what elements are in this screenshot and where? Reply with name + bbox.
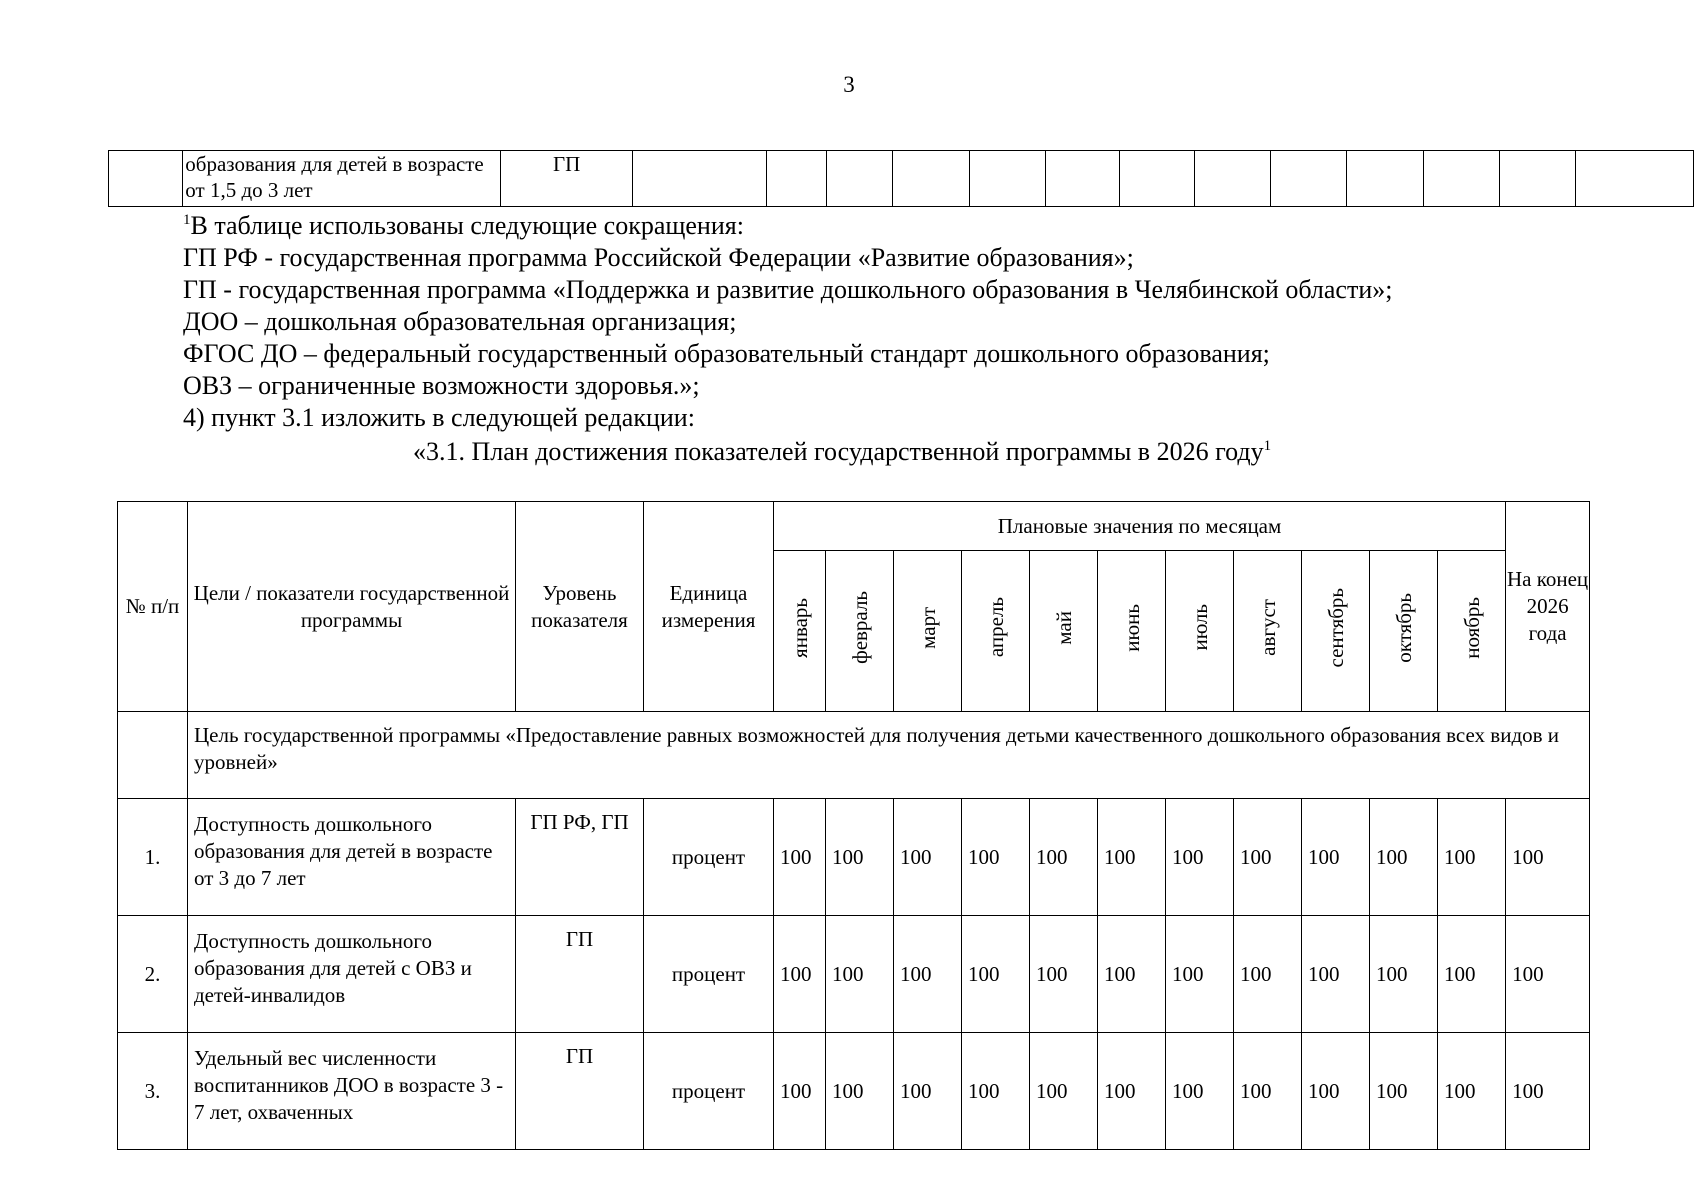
footnote-line: ОВЗ – ограниченные возможности здоровья.»; [183, 371, 700, 400]
row-number: 1. [118, 799, 188, 916]
amendment-line: 4) пункт 3.1 изложить в следующей редакции: [183, 403, 695, 432]
table-row [118, 799, 1590, 916]
cell-empty [827, 151, 893, 207]
row-number: 2. [118, 916, 188, 1033]
month-value: 100 [826, 1033, 894, 1150]
month-value: 100 [826, 916, 894, 1033]
header-month: октябрь [1370, 551, 1438, 712]
cell-empty [1347, 151, 1423, 207]
table-row [109, 151, 1694, 207]
month-value: 100 [1098, 799, 1166, 916]
cell-empty [893, 151, 969, 207]
cell-empty [1194, 151, 1270, 207]
month-value: 100 [962, 1033, 1030, 1150]
header-end: На конец 2026 года [1506, 502, 1590, 712]
footnote-block [183, 210, 1392, 434]
month-value: 100 [826, 799, 894, 916]
indicator-level: ГП [516, 916, 644, 1033]
footnote-line: ФГОС ДО – федеральный государственный образовательный стандарт дошкольного образования; [183, 339, 1270, 368]
indicator-cell: образования для детей в возрасте от 1,5 до 3 лет [183, 151, 501, 207]
month-value: 100 [1234, 1033, 1302, 1150]
indicator-unit: процент [644, 799, 774, 916]
month-value: 100 [894, 799, 962, 916]
month-value: 100 [962, 916, 1030, 1033]
month-value: 100 [1302, 799, 1370, 916]
month-value: 100 [1370, 1033, 1438, 1150]
header-month: январь [774, 551, 826, 712]
cell-empty [1045, 151, 1119, 207]
header-month: апрель [962, 551, 1030, 712]
header-month: сентябрь [1302, 551, 1370, 712]
header-month: июнь [1098, 551, 1166, 712]
cell-empty [1120, 151, 1194, 207]
header-month: июль [1166, 551, 1234, 712]
header-month: август [1234, 551, 1302, 712]
page-number: 3 [843, 72, 855, 97]
footnote-marker: 1 [183, 212, 191, 228]
cell-empty [633, 151, 767, 207]
month-value: 100 [1438, 916, 1506, 1033]
month-value: 100 [1438, 1033, 1506, 1150]
month-value: 100 [894, 1033, 962, 1150]
month-value: 100 [1302, 916, 1370, 1033]
goal-text: Цель государственной программы «Предоставление равных возможностей для получения детьми качественного дошкольного образования всех видов и уровней» [188, 712, 1590, 799]
cell-empty [767, 151, 827, 207]
indicator-level: ГП РФ, ГП [516, 799, 644, 916]
indicator-unit: процент [644, 1033, 774, 1150]
month-value: 100 [962, 799, 1030, 916]
year-end-value: 100 [1506, 799, 1590, 916]
header-num: № п/п [118, 502, 188, 712]
month-value: 100 [774, 1033, 826, 1150]
month-value: 100 [894, 916, 962, 1033]
month-value: 100 [1098, 1033, 1166, 1150]
cell-empty [1270, 151, 1346, 207]
month-value: 100 [1166, 916, 1234, 1033]
cell-empty [1499, 151, 1575, 207]
footnote-line: ГП - государственная программа «Поддержка и развитие дошкольного образования в Челябинской области»; [183, 275, 1393, 304]
indicator-name: Удельный вес численности воспитанников ДОО в возрасте 3 - 7 лет, охваченных [188, 1033, 516, 1150]
continued-table-row [108, 150, 1694, 207]
footnote-line: ГП РФ - государственная программа Российской Федерации «Развитие образования»; [183, 243, 1134, 272]
month-value: 100 [774, 799, 826, 916]
header-row [118, 502, 1590, 551]
header-month: март [894, 551, 962, 712]
month-value: 100 [1030, 799, 1098, 916]
section-title: «3.1. План достижения показателей государственной программы в 2026 году$^1$ [413, 437, 1272, 466]
footnote-intro: $^1$В таблице использованы следующие сокращения: [183, 211, 744, 240]
indicator-unit: процент [644, 916, 774, 1033]
month-value: 100 [1370, 799, 1438, 916]
header-level: Уровень показателя [516, 502, 644, 712]
month-value: 100 [1030, 1033, 1098, 1150]
month-value: 100 [1030, 916, 1098, 1033]
month-value: 100 [1166, 799, 1234, 916]
header-month: ноябрь [1438, 551, 1506, 712]
month-value: 100 [1234, 916, 1302, 1033]
cell-empty [109, 151, 183, 207]
table-row [118, 1033, 1590, 1150]
month-value: 100 [1302, 1033, 1370, 1150]
year-end-value: 100 [1506, 916, 1590, 1033]
indicators-table [117, 501, 1590, 1150]
header-months-group: Плановые значения по месяцам [774, 502, 1506, 551]
row-number: 3. [118, 1033, 188, 1150]
month-value: 100 [1438, 799, 1506, 916]
year-end-value: 100 [1506, 1033, 1590, 1150]
header-month: февраль [826, 551, 894, 712]
indicator-level: ГП [516, 1033, 644, 1150]
month-value: 100 [1166, 1033, 1234, 1150]
header-month: май [1030, 551, 1098, 712]
footnote-marker: 1 [1263, 438, 1272, 454]
indicator-name: Доступность дошкольного образования для детей с ОВЗ и детей-инвалидов [188, 916, 516, 1033]
month-value: 100 [774, 916, 826, 1033]
cell-empty [969, 151, 1045, 207]
cell-empty [1423, 151, 1499, 207]
header-goals: Цели / показатели государственной программы [188, 502, 516, 712]
footnote-line: ДОО – дошкольная образовательная организация; [183, 307, 737, 336]
month-value: 100 [1370, 916, 1438, 1033]
cell-empty [1576, 151, 1694, 207]
table-row [118, 916, 1590, 1033]
goal-row [118, 712, 1590, 799]
cell-empty [118, 712, 188, 799]
month-value: 100 [1098, 916, 1166, 1033]
month-value: 100 [1234, 799, 1302, 916]
level-cell: ГП [501, 151, 633, 207]
indicator-name: Доступность дошкольного образования для детей в возрасте от 3 до 7 лет [188, 799, 516, 916]
header-unit: Единица измерения [644, 502, 774, 712]
